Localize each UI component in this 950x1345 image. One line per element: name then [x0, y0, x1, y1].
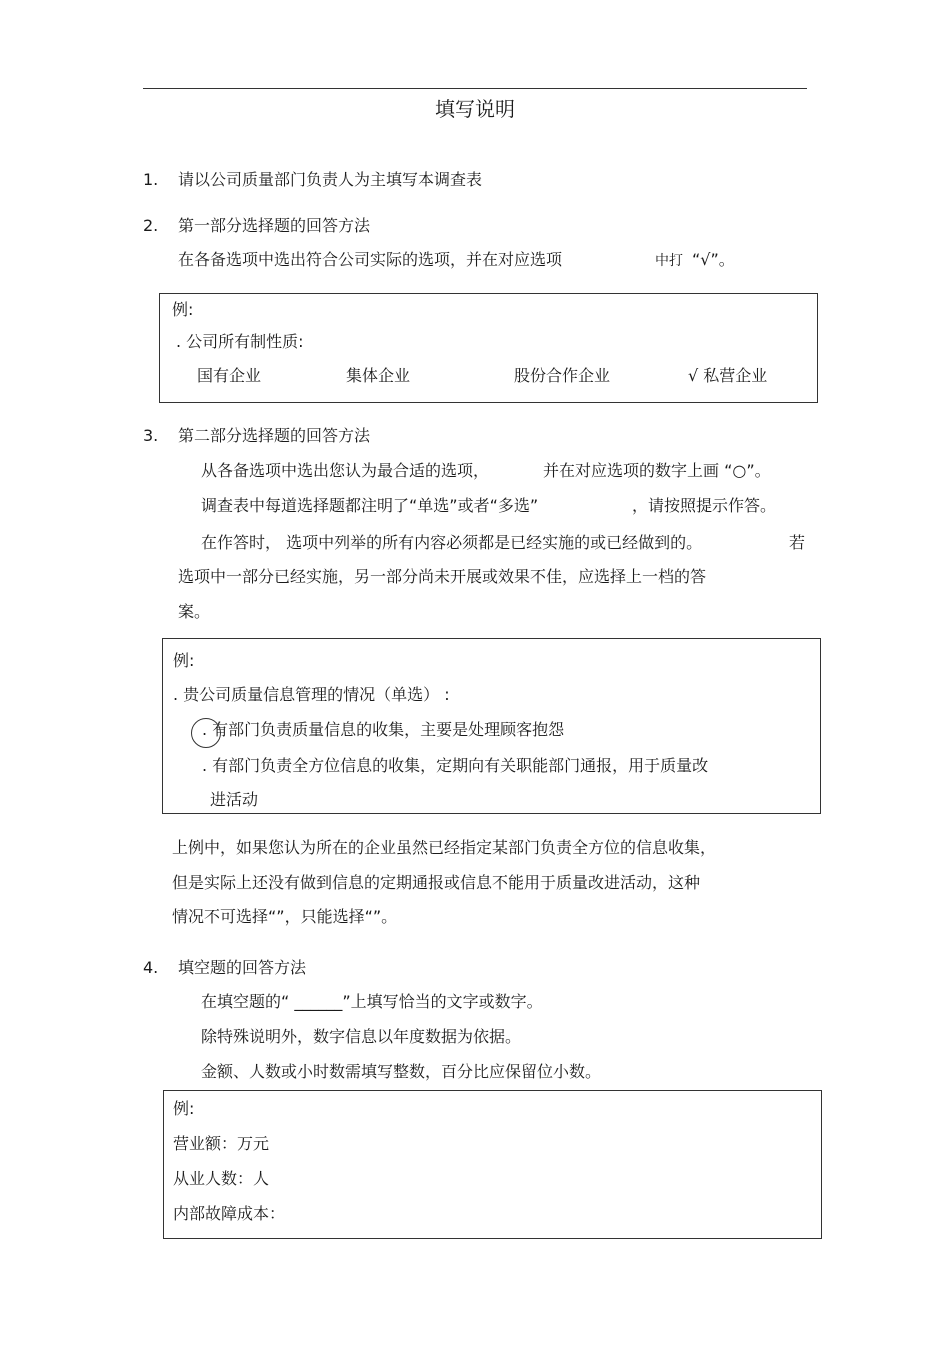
section-1-heading: 请以公司质量部门负责人为主填写本调查表: [178, 170, 483, 189]
section-3-para2a: 调查表中每道选择题都注明了“单选”或者“多选”: [201, 496, 539, 515]
example-revenue: 营业额：万元: [173, 1134, 270, 1153]
section-4-heading: 填空题的回答方法: [178, 958, 307, 977]
section-3-note3: 情况不可选择“”，只能选择“”。: [172, 907, 398, 926]
section-2-number: 2.: [143, 216, 159, 235]
example-option-1: . 有部门负责质量信息的收集，主要是处理顾客抱怨: [202, 720, 565, 739]
example-question: . 公司所有制性质:: [176, 332, 304, 351]
section-3-para2b: ，请按照提示作答。: [632, 496, 777, 515]
option-state-owned: 国有企业: [197, 366, 262, 385]
page-title: 填写说明: [435, 97, 515, 121]
section-1-number: 1.: [143, 170, 159, 189]
example-label: 例:: [173, 651, 195, 670]
section-4-para3: 金额、人数或小时数需填写整数，百分比应保留位小数。: [201, 1062, 602, 1081]
section-2-instruction-end: “√”。: [692, 250, 735, 269]
option-joint-stock: 股份合作企业: [514, 366, 611, 385]
section-2-instruction: 在各备选项中选出符合公司实际的选项，并在对应选项: [178, 250, 563, 269]
selection-circle-icon: [191, 718, 221, 748]
section-3-para3a: 在作答时， 选项中列举的所有内容必须都是已经实施的或已经做到的。: [201, 533, 703, 552]
example-option-2: . 有部门负责全方位信息的收集，定期向有关职能部门通报，用于质量改: [202, 756, 709, 775]
example-box-3: [163, 1090, 822, 1239]
section-3-heading: 第二部分选择题的回答方法: [178, 426, 371, 445]
section-3-para3c: 选项中一部分已经实施，另一部分尚未开展或效果不佳，应选择上一档的答: [178, 567, 707, 586]
section-4-number: 4.: [143, 958, 159, 977]
section-3-para3d: 案。: [178, 602, 211, 621]
section-3-para1b: 并在对应选项的数字上画 “○”。: [543, 461, 771, 480]
example-label: 例:: [172, 300, 194, 319]
section-3-note1: 上例中，如果您认为所在的企业虽然已经指定某部门负责全方位的信息收集，: [172, 838, 717, 857]
example-question: . 贵公司质量信息管理的情况（单选） :: [173, 685, 450, 704]
section-3-number: 3.: [143, 426, 159, 445]
example-employees: 从业人数：人: [173, 1169, 270, 1188]
top-rule: [143, 88, 807, 89]
section-3-para3b: 若: [789, 533, 806, 552]
example-internal-failure-cost: 内部故障成本：: [173, 1204, 286, 1223]
example-box-1: [159, 293, 818, 403]
section-2-instruction-small: 中打: [655, 253, 683, 269]
section-3-note2: 但是实际上还没有做到信息的定期通报或信息不能用于质量改进活动，这种: [172, 873, 701, 892]
example-label: 例:: [173, 1099, 195, 1118]
option-private-checked: √ 私营企业: [688, 366, 768, 385]
section-2-heading: 第一部分选择题的回答方法: [178, 216, 371, 235]
section-4-para1: 在填空题的“ ______”上填写恰当的文字或数字。: [201, 992, 543, 1011]
section-3-para1a: 从各备选项中选出您认为最合适的选项，: [201, 461, 490, 480]
option-collective: 集体企业: [346, 366, 411, 385]
example-option-2-cont: 进活动: [210, 790, 259, 809]
section-4-para2: 除特殊说明外，数字信息以年度数据为依据。: [201, 1027, 522, 1046]
example-box-2: [162, 638, 821, 814]
